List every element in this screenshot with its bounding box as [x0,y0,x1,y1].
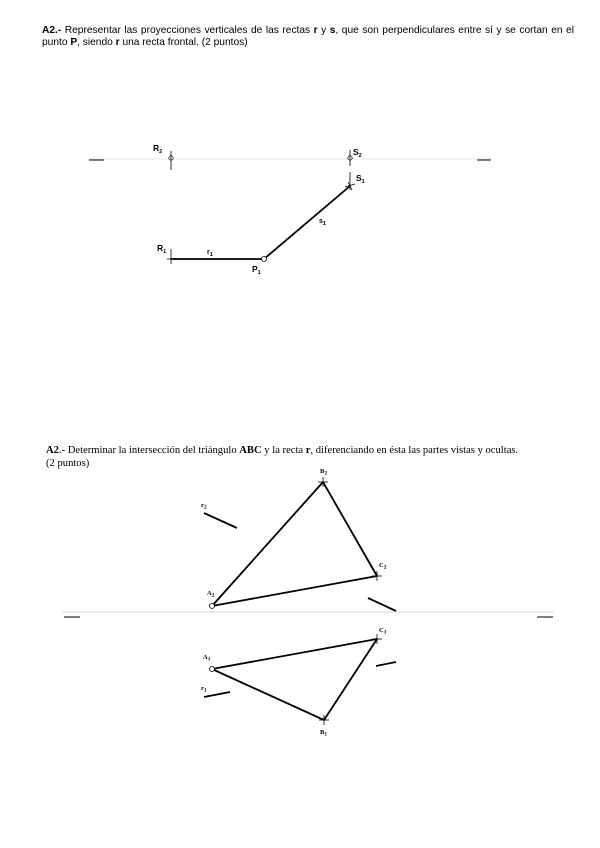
label-a1: $A_1$ [203,654,211,663]
exercise-1-text-5: una recta frontal. (2 puntos) [119,37,248,48]
line-r1-segment-1 [204,692,230,697]
triangle-edge-b1-c1 [324,639,377,720]
exercise-1-text-3: , que son perpendiculares entre sí y se cortan en el punto [42,25,574,48]
exercise-1-r: r [313,25,318,36]
exercise-2-text-1: .- Determinar la intersección del triángulo [58,445,240,456]
line-r2-segment-1 [204,513,237,528]
label-c2: $C_2$ [379,562,387,571]
point-c1 [372,634,382,644]
exercise-1-p: P [70,37,78,48]
label-a2: $A_2$ [207,590,215,599]
point-a1 [210,667,215,672]
exercise-2-text-3: , diferenciando en ésta las partes vistas y ocultas. [310,445,519,456]
label-r1-line: $r_1$ [207,249,213,258]
triangle-edge-a2-b2 [212,482,323,606]
exercise-1-r2: r [115,37,120,48]
exercise-1-text-1: Representar las proyecciones verticales de las rectas [61,25,314,36]
point-p1 [262,257,267,262]
label-b2: $B_2$ [320,468,328,477]
exercise-2-text-2: y la recta [261,445,306,456]
label-r2: $R_2$ [153,143,163,155]
point-s2 [348,150,352,166]
label-s1-point: $S_1$ [356,173,365,185]
exercise-1-text-4: , siendo [77,37,116,48]
triangle-edge-a1-c1 [212,639,377,669]
label-s1-line: $s_1$ [319,218,326,227]
triangle-edge-a1-b1 [212,669,324,720]
point-a2 [210,604,215,609]
exercise-2-abc: ABC [239,445,262,456]
exercise-1-diagram [89,143,491,276]
exercise-2-points: (2 puntos) [46,458,90,469]
exercise-2-number: A2 [46,445,59,456]
label-r1: $r_1$ [201,685,207,694]
point-r2 [169,151,173,170]
label-p1: $P_1$ [252,264,261,276]
exercise-1-s: s [329,25,336,36]
exercise-1-text-2: y [317,25,330,36]
triangle-edge-a2-c2 [212,576,377,606]
line-s1 [264,186,350,259]
label-r2: $r_2$ [201,502,207,511]
line-r1-segment-2 [376,662,396,666]
exercise-2-diagram [62,468,554,738]
label-s2: $S_2$ [353,147,362,159]
point-r1 [167,249,175,264]
label-b1: $B_1$ [320,729,328,738]
exercise-2-r: r [305,445,311,456]
label-c1: $C_1$ [379,627,387,636]
exercise-1-number: A2.- [42,25,62,36]
label-r1-point: $R_1$ [157,243,167,255]
triangle-edge-b2-c2 [323,482,377,576]
point-c2 [372,571,382,581]
line-r2-segment-2 [368,598,396,611]
point-b1 [319,715,329,725]
